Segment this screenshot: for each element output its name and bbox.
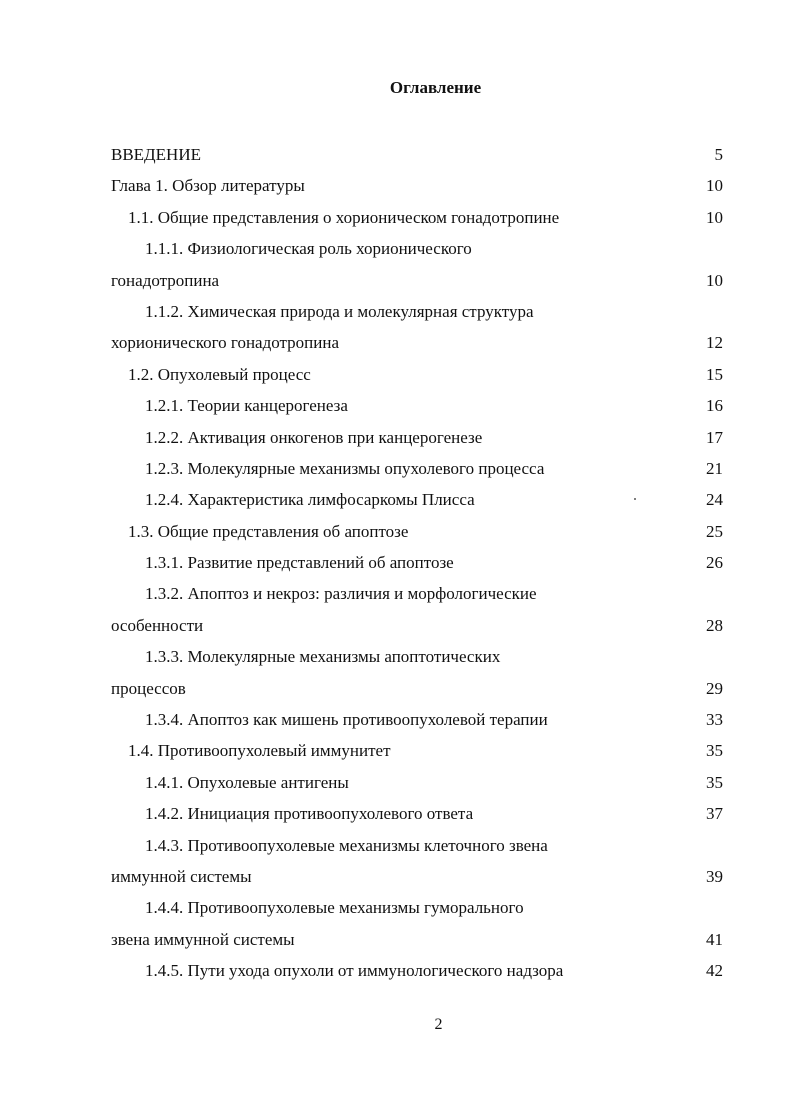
toc-entry-page: 41: [706, 929, 723, 949]
toc-entry-title: 1.2.2. Активация онкогенов при канцерогенезе: [145, 427, 483, 447]
toc-entry: [0, 861, 795, 892]
toc-entry-page: 35: [706, 772, 723, 792]
toc-entry-title: 1.3.4. Апоптоз как мишень противоопухолевой терапии: [145, 710, 548, 730]
toc-entry-page: 12: [706, 333, 723, 353]
toc-entry-title: 1.4.1. Опухолевые антигены: [145, 772, 349, 792]
toc-entry: [0, 390, 795, 421]
toc-entry: [0, 767, 795, 798]
toc-entry-title: иммунной системы: [111, 866, 252, 886]
table-of-contents: [0, 139, 795, 987]
toc-entry-title: гонадотропина: [111, 270, 220, 290]
toc-entry: [0, 578, 795, 609]
toc-entry-page: 5: [714, 145, 723, 164]
toc-entry: [0, 610, 795, 641]
toc-entry: [0, 202, 795, 233]
toc-entry: [0, 704, 795, 735]
toc-entry-page: 26: [706, 553, 723, 573]
toc-entry: [0, 359, 795, 390]
page-number: 2: [434, 1016, 443, 1033]
toc-entry: [0, 233, 795, 264]
toc-entry: [0, 296, 795, 327]
toc-entry-page: 15: [706, 364, 723, 384]
toc-entry: [0, 830, 795, 861]
toc-entry-title: звена иммунной системы: [111, 929, 295, 949]
toc-entry-title: 1.1. Общие представления о хорионическом гонадотропине: [128, 207, 560, 227]
toc-entry-title: 1.4.5. Пути ухода опухоли от иммунологического надзора: [145, 961, 564, 981]
toc-entry-title: 1.3. Общие представления об апоптозе: [128, 521, 409, 541]
toc-heading: Оглавление: [389, 78, 482, 97]
toc-entry-title: 1.4.4. Противоопухолевые механизмы гуморального: [145, 898, 524, 918]
toc-entry-page: 21: [706, 458, 723, 478]
scan-speck: [634, 498, 636, 500]
toc-entry-title: 1.2.1. Теории канцерогенеза: [145, 396, 348, 416]
toc-entry-page: 42: [706, 961, 723, 981]
toc-entry-title: 1.1.2. Химическая природа и молекулярная структура: [145, 301, 534, 321]
toc-entry: [0, 892, 795, 923]
toc-entry-title: Глава 1. Обзор литературы: [111, 176, 305, 196]
toc-entry: [0, 139, 795, 170]
toc-entry: [0, 265, 795, 296]
toc-entry: [0, 924, 795, 955]
toc-entry-title: 1.1.1. Физиологическая роль хорионического: [145, 239, 472, 259]
toc-entry-page: 10: [706, 207, 723, 227]
toc-entry-title: 1.3.2. Апоптоз и некроз: различия и морфологические: [145, 584, 537, 604]
toc-entry-title: 1.2. Опухолевый процесс: [128, 364, 311, 384]
toc-entry-page: 33: [706, 710, 723, 730]
toc-entry: [0, 484, 795, 515]
toc-entry-page: 10: [706, 176, 723, 196]
toc-entry: [0, 735, 795, 766]
toc-entry-title: 1.2.3. Молекулярные механизмы опухолевого процесса: [145, 458, 545, 478]
toc-entry-title: 1.3.1. Развитие представлений об апоптозе: [145, 553, 454, 573]
toc-entry: [0, 955, 795, 986]
toc-entry-page: 37: [706, 804, 723, 824]
toc-entry: [0, 516, 795, 547]
toc-entry-page: 35: [706, 741, 723, 761]
toc-entry-page: 24: [706, 490, 723, 510]
toc-entry: [0, 327, 795, 358]
toc-entry-title: 1.3.3. Молекулярные механизмы апоптотических: [145, 647, 501, 667]
toc-entry-page: 25: [706, 521, 723, 541]
toc-entry-page: 39: [706, 866, 723, 886]
toc-entry: [0, 798, 795, 829]
toc-entry-title: 1.2.4. Характеристика лимфосаркомы Плисса: [145, 490, 475, 510]
toc-entry-title: 1.4.3. Противоопухолевые механизмы клеточного звена: [145, 835, 548, 855]
toc-entry-title: особенности: [111, 615, 204, 635]
toc-entry: [0, 453, 795, 484]
toc-entry-page: 10: [706, 270, 723, 290]
toc-entry-page: 28: [706, 615, 723, 635]
toc-entry: [0, 641, 795, 672]
toc-entry-title: процессов: [111, 678, 186, 698]
toc-entry: [0, 547, 795, 578]
toc-entry-title: 1.4.2. Инициация противоопухолевого ответа: [145, 804, 474, 824]
toc-entry: [0, 170, 795, 201]
toc-entry-title: хорионического гонадотропина: [111, 333, 339, 353]
toc-entry-title: 1.4. Противоопухолевый иммунитет: [128, 741, 391, 761]
toc-entry: [0, 673, 795, 704]
toc-entry-page: 29: [706, 678, 723, 698]
toc-entry: [0, 422, 795, 453]
toc-entry-title: ВВЕДЕНИЕ: [111, 145, 201, 164]
toc-entry-page: 17: [706, 427, 723, 447]
toc-entry-page: 16: [706, 396, 723, 416]
